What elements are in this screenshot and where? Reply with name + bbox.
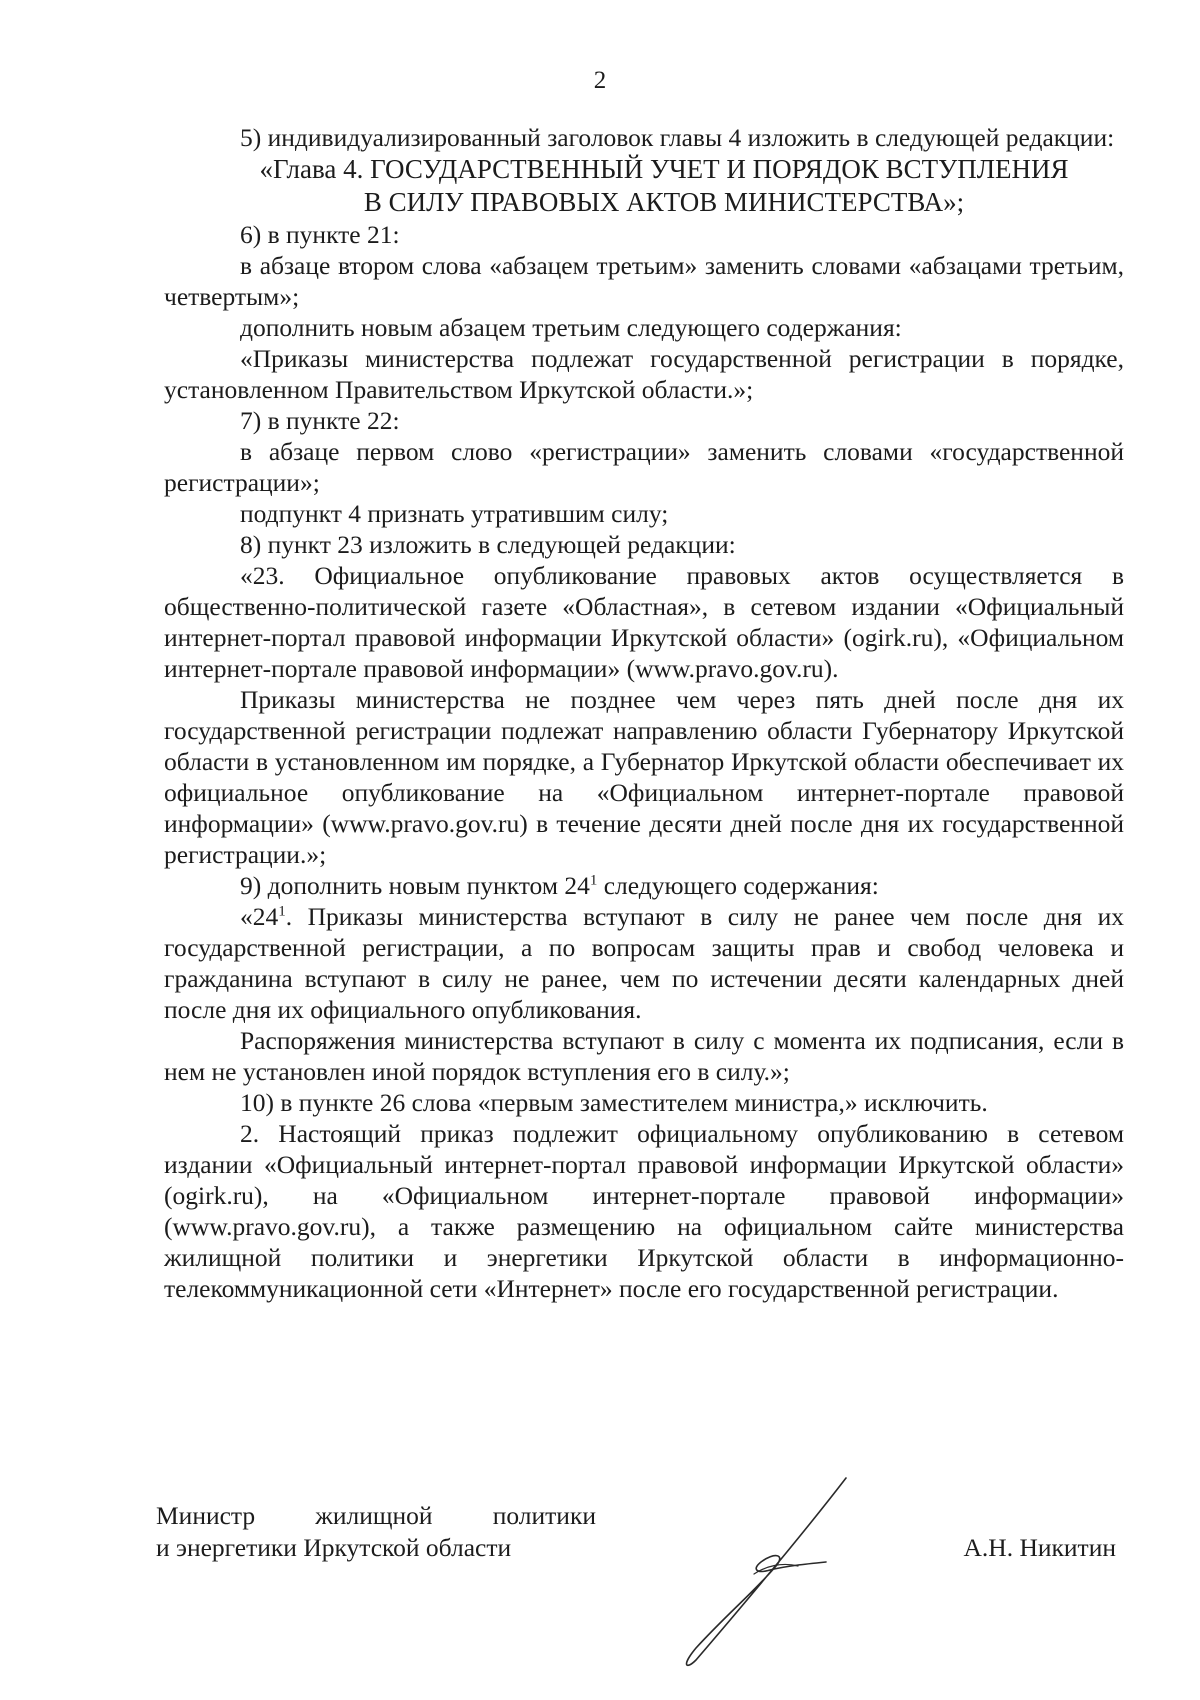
item-6-amend-1: в абзаце втором слова «абзацем третьим» заменить словами «абзацами третьим, четвертым»; <box>164 251 1124 311</box>
chapter-title-line-1: «Глава 4. ГОСУДАРСТВЕННЫЙ УЧЕТ И ПОРЯДОК ВСТУПЛЕНИЯ <box>259 154 1069 184</box>
signatory-position-line-2: и энергетики Иркутской области <box>156 1533 512 1562</box>
item-9-text-after: следующего содержания: <box>597 871 879 900</box>
item-9-text-before: 9) дополнить новым пунктом 24 <box>240 871 590 900</box>
item-5-paragraph: 5) индивидуализированный заголовок главы 4 изложить в следующей редакции: <box>240 123 1115 152</box>
signature-block <box>156 1500 1116 1700</box>
item-9-new-text-superscript: 1 <box>278 903 286 920</box>
document-body <box>164 122 1124 1304</box>
handwritten-signature-icon <box>656 1470 896 1680</box>
item-7-paragraph: 7) в пункте 22: <box>240 406 400 435</box>
signatory-word-2: жилищной <box>315 1501 433 1530</box>
chapter-title-line-2: В СИЛУ ПРАВОВЫХ АКТОВ МИНИСТЕРСТВА»; <box>363 187 965 217</box>
signatory-position <box>156 1500 596 1564</box>
item-8-new-text-2: Приказы министерства не позднее чем через пять дней после дня их государственной регистрации подлежат направлению области Губернатору Иркутской области в установленном им порядке, а Губернатор Иркутской области обеспечивает их официальное опубликование на «Официальном интернет-портале правовой информации» (www.pravo.gov.ru) в течение десяти дней после дня их государственной регистрации.»; <box>164 685 1124 869</box>
item-9-new-text-1 <box>164 901 1124 1025</box>
chapter-4-title <box>164 153 1124 219</box>
item-6-paragraph: 6) в пункте 21: <box>240 220 400 249</box>
signatory-word-1: Министр <box>156 1501 256 1530</box>
item-10-paragraph: 10) в пункте 26 слова «первым заместителем министра,» исключить. <box>240 1088 988 1117</box>
item-6-amend-2: дополнить новым абзацем третьим следующего содержания: <box>240 313 902 342</box>
signatory-name: А.Н. Никитин <box>963 1533 1116 1562</box>
page-number: 2 <box>593 67 607 94</box>
item-7-amend-2: подпункт 4 признать утратившим силу; <box>240 499 669 528</box>
signatory-position-line-1 <box>156 1500 596 1532</box>
item-7-amend-1: в абзаце первом слово «регистрации» заменить словами «государственной регистрации»; <box>164 437 1124 497</box>
item-9-paragraph <box>164 870 1124 901</box>
item-9-new-text-before: «24 <box>240 902 279 931</box>
item-9-new-text-2: Распоряжения министерства вступают в силу с момента их подписания, если в нем не установлен иной порядок вступления его в силу.»; <box>164 1026 1124 1086</box>
item-8-paragraph: 8) пункт 23 изложить в следующей редакции: <box>240 530 736 559</box>
item-9-superscript: 1 <box>589 872 598 889</box>
section-2-paragraph: 2. Настоящий приказ подлежит официальному опубликованию в сетевом издании «Официальный интернет-портал правовой информации Иркутской области» (ogirk.ru), на «Официальном интернет-портале правовой информации» (www.pravo.gov.ru), а также размещению на официальном сайте министерства жилищной политики и энергетики Иркутской области в информационно-телекоммуникационной сети «Интернет» после его государственной регистрации. <box>164 1119 1124 1303</box>
signatory-word-3: политики <box>492 1501 596 1530</box>
item-8-new-text-1: «23. Официальное опубликование правовых актов осуществляется в общественно-политической газете «Областная», в сетевом издании «Официальный интернет-портал правовой информации Иркутской области» (ogirk.ru), «Официальном интернет-портале правовой информации» (www.pravo.gov.ru). <box>164 561 1124 683</box>
item-6-new-text: «Приказы министерства подлежат государственной регистрации в порядке, установленном Правительством Иркутской области.»; <box>164 344 1124 404</box>
item-9-new-text-after: . Приказы министерства вступают в силу не ранее чем после дня их государственной регистрации, а по вопросам защиты прав и свобод человека и гражданина вступают в силу не ранее, чем по истечении десяти календарных дней после дня их официального опубликования. <box>164 902 1124 1024</box>
